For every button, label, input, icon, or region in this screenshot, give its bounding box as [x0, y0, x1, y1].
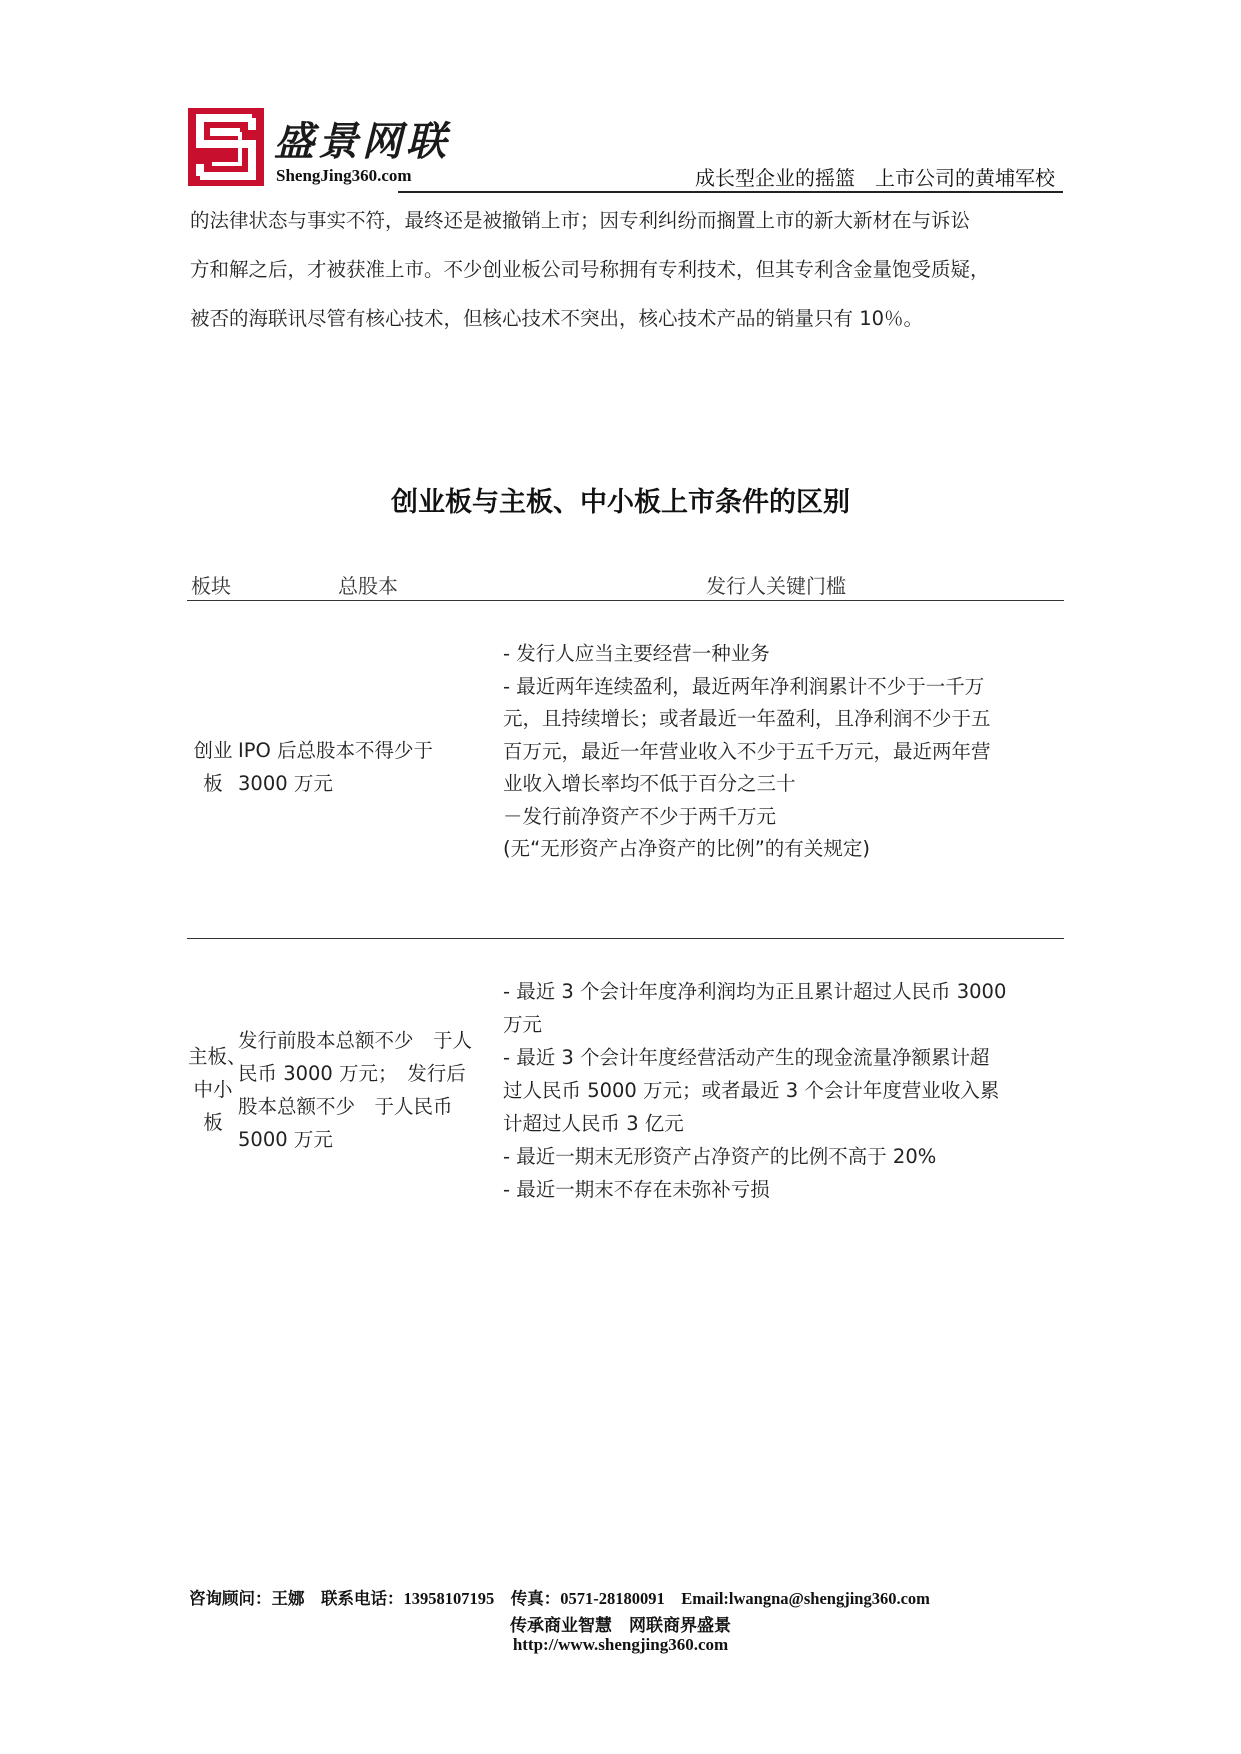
shengjing-logo-icon [188, 108, 264, 186]
row2-capital [238, 1024, 472, 1156]
criteria-line: 计超过人民币 3 亿元 [503, 1112, 684, 1135]
footer-motto: 传承商业智慧 网联商界盛景 [510, 1616, 731, 1635]
table-row-rule [187, 938, 1064, 939]
criteria-line: －发行前净资产不少于两千万元 [503, 804, 777, 828]
header-capital: 总股本 [338, 574, 398, 598]
board-line: 主板、 [188, 1045, 247, 1068]
capital-line: 5000 万元 [238, 1128, 333, 1151]
capital-line: 股本总额不少 于人民币 [238, 1095, 453, 1118]
criteria-line: - 发行人应当主要经营一种业务 [503, 642, 770, 665]
criteria-line: 过人民币 5000 万元；或者最近 3 个会计年度营业收入累 [503, 1079, 1000, 1102]
board-line: 中小 [193, 1078, 233, 1101]
criteria-line: - 最近两年连续盈利，最近两年净利润累计不少于一千万 [503, 674, 985, 698]
row1-board [190, 735, 236, 800]
footer-url: http://www.shengjing360.com [512, 1635, 729, 1654]
paragraph-line: 方和解之后，才被获准上市。不少创业板公司号称拥有专利技术，但其专利含金量饱受质疑， [190, 258, 990, 281]
header-divider [398, 191, 1063, 193]
body-paragraph [190, 196, 1065, 343]
capital-line: 民币 3000 万元； 发行后 [238, 1062, 466, 1085]
capital-line: 发行前股本总额不少 于人 [238, 1029, 473, 1052]
paragraph-line: 的法律状态与事实不符，最终还是被撤销上市；因专利纠纷而搁置上市的新大新材在与诉讼 [190, 209, 971, 232]
header-board: 板块 [191, 574, 231, 598]
criteria-line: 百万元，最近一年营业收入不少于五千万元，最近两年营 [503, 739, 991, 763]
criteria-line: 业收入增长率均不低于百分之三十 [503, 772, 796, 795]
row1-criteria [503, 638, 991, 866]
capital-line: 3000 万元 [238, 771, 333, 795]
header-slogan: 成长型企业的摇篮 上市公司的黄埔军校 [695, 166, 1055, 190]
criteria-line: - 最近 3 个会计年度净利润均为正且累计超过人民币 3000 [503, 980, 1007, 1003]
board-line: 板 [203, 771, 223, 795]
table-header-rule [187, 600, 1064, 601]
table-title: 创业板与主板、中小板上市条件的区别 [391, 487, 850, 518]
board-line: 创业 [193, 739, 233, 762]
board-line: 板 [203, 1111, 223, 1134]
logo-chinese-name: 盛景网联 [274, 118, 450, 165]
page-header [188, 104, 1063, 190]
logo-english-name: ShengJing360.com [276, 166, 412, 185]
criteria-line: (无“无形资产占净资产的比例”的有关规定) [503, 837, 870, 860]
criteria-line: - 最近 3 个会计年度经营活动产生的现金流量净额累计超 [503, 1046, 990, 1069]
criteria-line: - 最近一期末无形资产占净资产的比例不高于 20% [503, 1145, 937, 1168]
row2-board [188, 1040, 247, 1139]
header-criteria: 发行人关键门槛 [706, 574, 846, 598]
paragraph-line: 被否的海联讯尽管有核心技术，但核心技术不突出，核心技术产品的销量只有 10％。 [190, 307, 924, 330]
footer-contact: 咨询顾问：王娜 联系电话：13958107195 传真：0571-28180091 Email:lwangna@shengjing360.com [189, 1589, 930, 1608]
row2-criteria [503, 975, 1006, 1206]
criteria-line: 万元 [503, 1013, 543, 1036]
capital-line: IPO 后总股本不得少于 [238, 739, 434, 762]
row1-capital [238, 735, 433, 800]
criteria-line: - 最近一期末不存在未弥补亏损 [503, 1178, 770, 1201]
criteria-line: 元，且持续增长；或者最近一年盈利，且净利润不少于五 [503, 707, 991, 730]
